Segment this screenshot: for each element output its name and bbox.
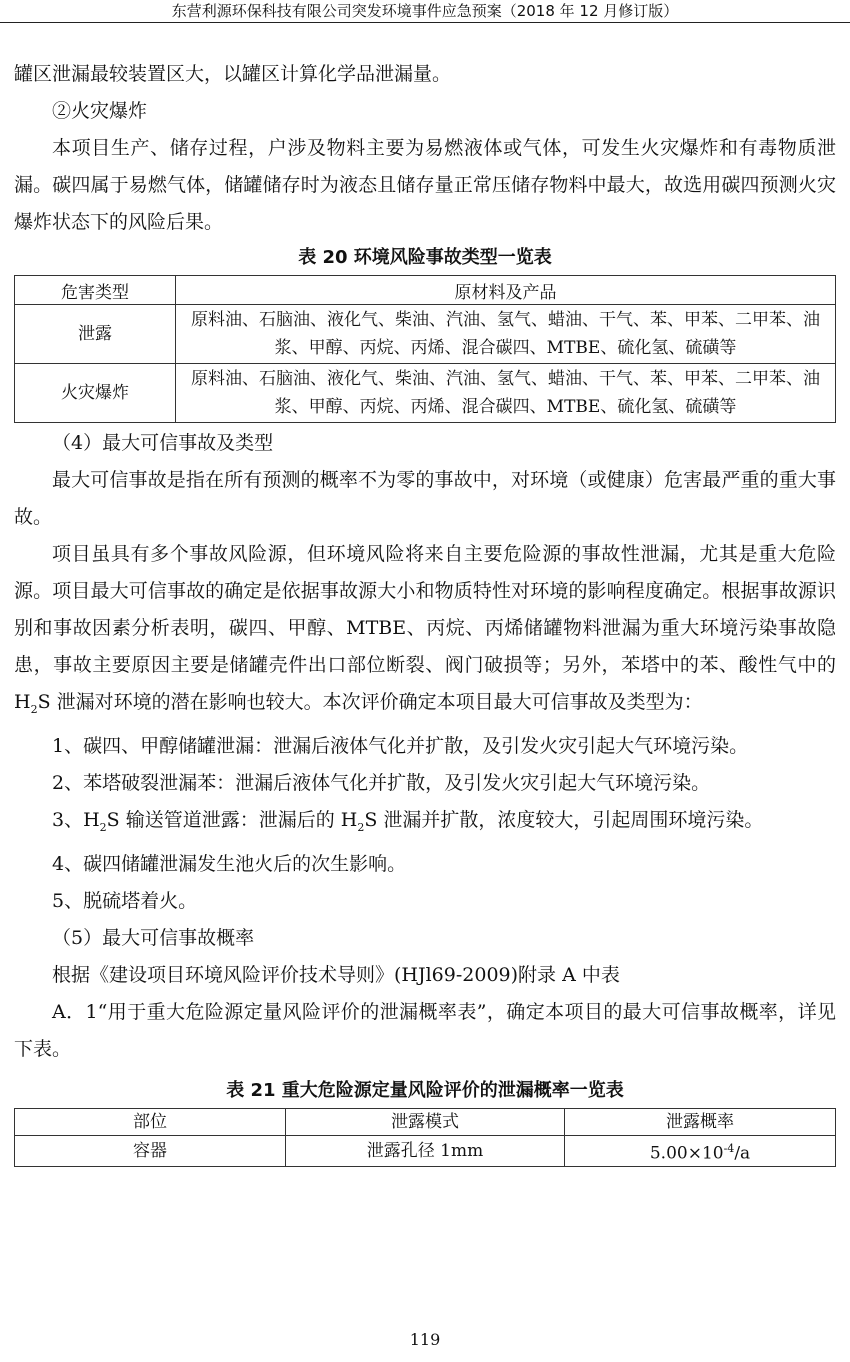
- list-item: 5、脱硫塔着火。: [52, 889, 198, 912]
- text-run: 3、H: [52, 808, 100, 831]
- subscript: 2: [30, 702, 38, 716]
- text-run: 5.00×10: [649, 1143, 724, 1164]
- paragraph: 根据《建设项目环境风险评价技术导则》(HJl69-2009)附录 A 中表: [52, 963, 620, 986]
- table-row: [15, 364, 836, 423]
- paragraph: 本项目生产、储存过程，户涉及物料主要为易燃液体或气体，可发生火灾爆炸和有毒物质泄漏。碳四属于易燃气体，储罐储存时为液态且储存量正常压储存物料中最大，故选用碳四预测火灾爆炸状态下的风险后果。: [14, 137, 836, 233]
- text-run: 项目虽具有多个事故风险源，但环境风险将来自主要危险源的事故性泄漏，尤其是重大危险源。项目最大可信事故的确定是依据事故源大小和物质特性对环境的影响程度确定。根据事故源识别和事故因素分析表明，碳四、甲醇、MTBE、丙烷、丙烯储罐物料泄漏为重大环境污染事故隐患，事故主要原因主要是储罐壳件出口部位断裂、阀门破损等；另外，苯塔中的苯、酸性气中的 H: [14, 543, 836, 713]
- table-cell-type: 泄露: [15, 305, 176, 364]
- table-cell-mode: 泄露孔径 1mm: [285, 1135, 564, 1167]
- list-item: 4、碳四储罐泄漏发生池火后的次生影响。: [52, 852, 407, 875]
- table-header-cell: 危害类型: [15, 276, 176, 305]
- subheading: （5）最大可信事故概率: [52, 926, 255, 949]
- table-cell-materials: 原料油、石脑油、液化气、柴油、汽油、氢气、蜡油、干气、苯、甲苯、二甲苯、油浆、甲醇、丙烷、丙烯、混合碳四、MTBE、硫化氢、硫磺等: [176, 305, 836, 364]
- table-header-row: [15, 276, 836, 305]
- text-run: S 泄漏对环境的潜在影响也较大。本次评价确定本项目最大可信事故及类型为：: [37, 691, 703, 713]
- page-header: 东营利源环保科技有限公司突发环境事件应急预案（2018 年 12 月修订版）: [0, 0, 850, 23]
- table-caption: 表 21 重大危险源定量风险评价的泄漏概率一览表: [226, 1079, 624, 1101]
- paragraph: A．1“用于重大危险源定量风险评价的泄漏概率表”，确定本项目的最大可信事故概率，详见下表。: [14, 1000, 836, 1060]
- paragraph: 最大可信事故是指在所有预测的概率不为零的事故中，对环境（或健康）危害最严重的重大事故。: [14, 469, 836, 528]
- table-cell-probability: [565, 1135, 836, 1167]
- table-row: [15, 305, 836, 364]
- leak-probability-table: [14, 1108, 836, 1168]
- paragraph: [14, 536, 836, 728]
- subheading: （4）最大可信事故及类型: [52, 432, 274, 454]
- list-item: [14, 802, 836, 846]
- table-header-cell: 泄露模式: [285, 1108, 564, 1135]
- subscript: 2: [99, 820, 107, 834]
- table-row: [15, 1135, 836, 1167]
- text-run: S 输送管道泄露：泄漏后的 H: [106, 808, 358, 831]
- risk-type-table: [14, 275, 836, 423]
- table-cell-materials: 原料油、石脑油、液化气、柴油、汽油、氢气、蜡油、干气、苯、甲苯、二甲苯、油浆、甲醇、丙烷、丙烯、混合碳四、MTBE、硫化氢、硫磺等: [176, 364, 836, 423]
- table-header-row: [15, 1108, 836, 1135]
- table-cell-type: 火灾爆炸: [15, 364, 176, 423]
- paragraph: 罐区泄漏最较装置区大，以罐区计算化学品泄漏量。: [14, 63, 452, 85]
- table-header-cell: 部位: [15, 1108, 286, 1135]
- list-item: 2、苯塔破裂泄漏苯：泄漏后液体气化并扩散，及引发火灾引起大气环境污染。: [52, 771, 711, 794]
- table-header-cell: 泄露概率: [565, 1108, 836, 1135]
- list-item: 1、碳四、甲醇储罐泄漏：泄漏后液体气化并扩散，及引发火灾引起大气环境污染。: [52, 734, 749, 757]
- table-header-cell: 原材料及产品: [176, 276, 836, 305]
- superscript: -4: [723, 1141, 735, 1155]
- text-run: /a: [734, 1143, 751, 1164]
- table-cell-part: 容器: [15, 1135, 286, 1167]
- text-run: S 泄漏并扩散，浓度较大，引起周围环境污染。: [364, 808, 764, 831]
- document-body: [14, 56, 836, 1167]
- table-caption: 表 20 环境风险事故类型一览表: [298, 247, 552, 268]
- page-number: 119: [409, 1330, 441, 1349]
- subheading: ②火灾爆炸: [52, 100, 148, 122]
- subscript: 2: [357, 820, 365, 834]
